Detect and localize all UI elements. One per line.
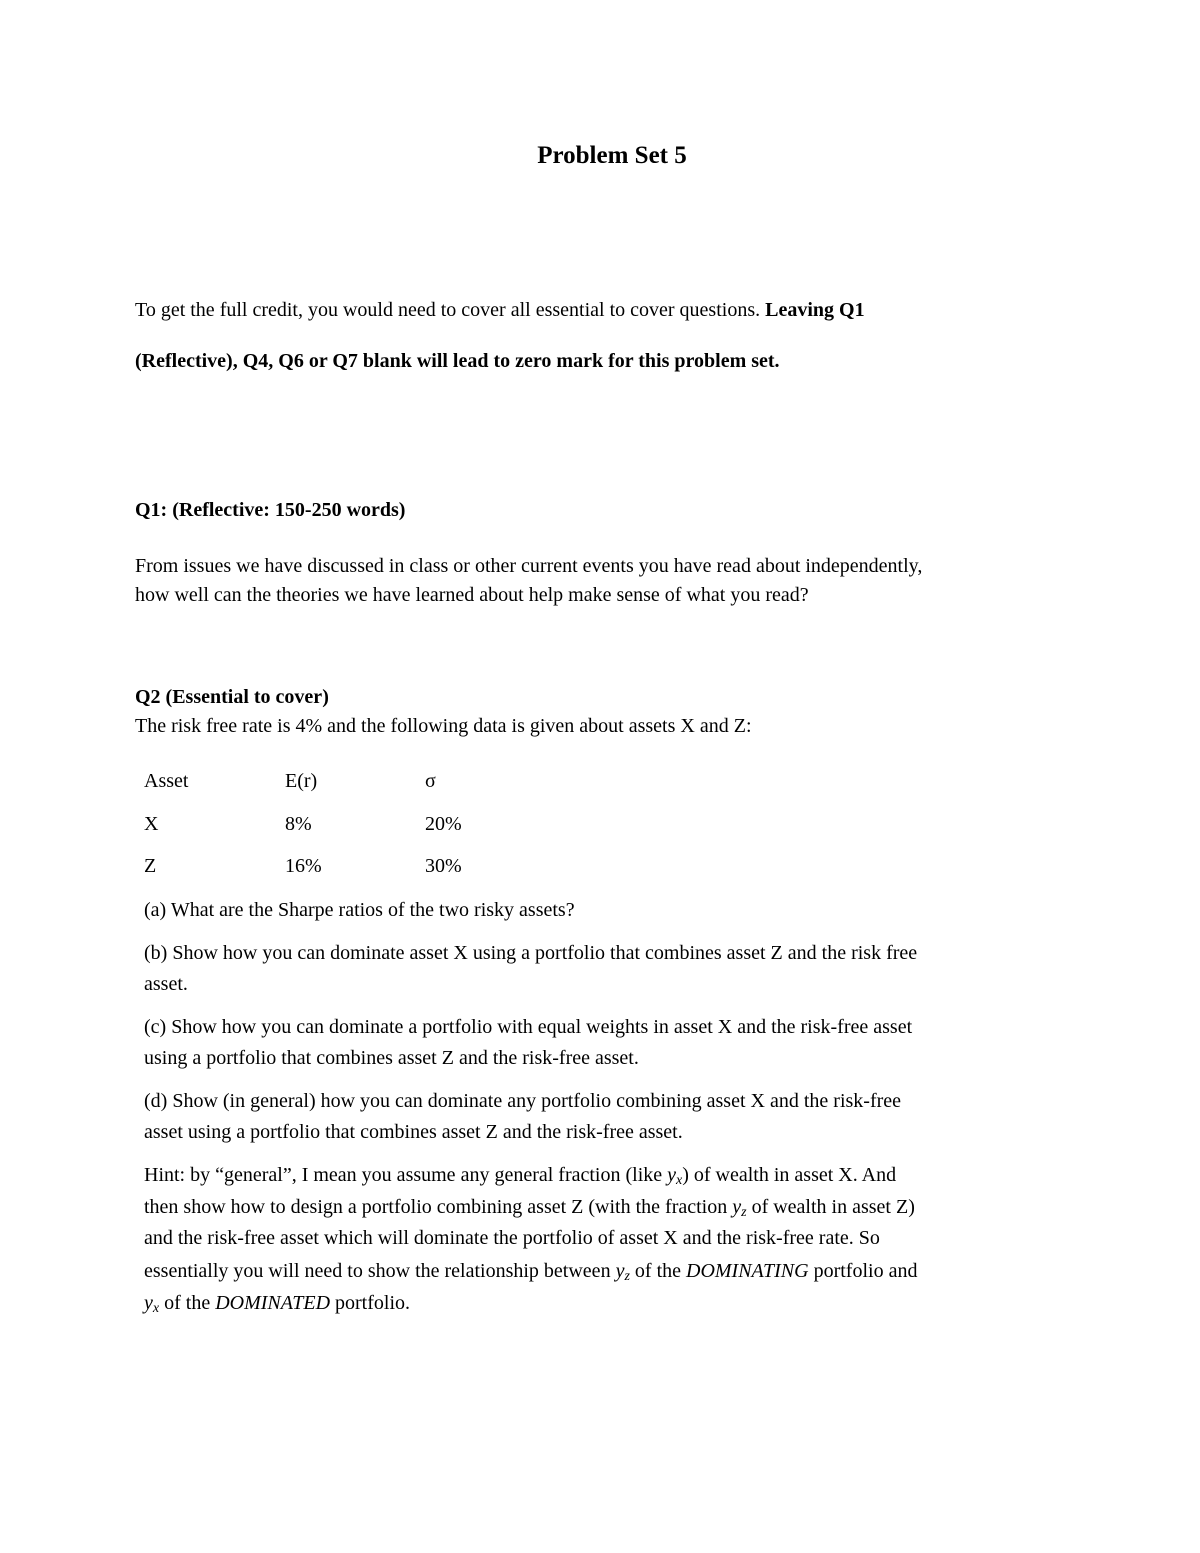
intro-text: To get the full credit, you would need to cover all essential to cover questions. (135, 299, 766, 321)
hint-text: essentially you will need to show the relationship between (144, 1260, 616, 1282)
table-header-sigma: σ (425, 770, 436, 792)
table-cell-z-sigma: 30% (425, 855, 462, 877)
q1-heading: Q1: (Reflective: 150-250 words) (135, 499, 406, 521)
hint-text: then show how to design a portfolio combining asset Z (with the fraction (144, 1196, 733, 1218)
page-title: Problem Set 5 (537, 142, 687, 169)
math-var: y (615, 1260, 625, 1282)
q1-text-line-1: From issues we have discussed in class or other current events you have read about independently, (135, 555, 923, 577)
hint-line-4 (144, 1258, 917, 1290)
math-y-z (732, 1196, 746, 1218)
table-cell-x-asset: X (144, 813, 159, 835)
math-subscript: z (741, 1205, 747, 1220)
hint-line-2 (144, 1194, 915, 1226)
table-cell-x-return: 8% (285, 813, 312, 835)
table-header-return: E(r) (285, 770, 318, 792)
table-cell-z-asset: Z (144, 855, 157, 877)
math-subscript: x (152, 1301, 160, 1316)
hint-emphasis: DOMINATED (215, 1292, 331, 1314)
intro-line-1 (135, 297, 865, 323)
hint-line-1 (144, 1162, 896, 1194)
intro-bold-text: Leaving Q1 (765, 299, 865, 321)
math-var: y (667, 1164, 677, 1186)
intro-line-2: (Reflective), Q4, Q6 or Q7 blank will lead to zero mark for this problem set. (135, 350, 780, 372)
hint-emphasis: DOMINATING (686, 1260, 809, 1282)
q2-part-c-line-1: (c) Show how you can dominate a portfolio with equal weights in asset X and the risk-free asset (144, 1016, 913, 1038)
q2-part-b-line-1: (b) Show how you can dominate asset X using a portfolio that combines asset Z and the risk free (144, 942, 918, 964)
math-y-z (616, 1260, 630, 1282)
q2-part-b-line-2: asset. (144, 973, 188, 995)
math-y-x (144, 1292, 159, 1314)
math-y-x (667, 1164, 682, 1186)
hint-line-3: and the risk-free asset which will dominate the portfolio of asset X and the risk-free rate. So (144, 1227, 880, 1249)
hint-text: ) of wealth in asset X. And (682, 1164, 897, 1186)
table-cell-x-sigma: 20% (425, 813, 462, 835)
q2-heading: Q2 (Essential to cover) (135, 686, 329, 708)
q2-part-a: (a) What are the Sharpe ratios of the two risky assets? (144, 899, 575, 921)
hint-text: of the (159, 1292, 216, 1314)
math-subscript: x (676, 1173, 683, 1188)
q2-intro: The risk free rate is 4% and the following data is given about assets X and Z: (135, 715, 752, 737)
table-cell-z-return: 16% (285, 855, 322, 877)
q1-text-line-2: how well can the theories we have learned about help make sense of what you read? (135, 584, 809, 606)
table-header-asset: Asset (144, 770, 189, 792)
math-var: y (732, 1196, 742, 1218)
q2-part-d-line-1: (d) Show (in general) how you can dominate any portfolio combining asset X and the risk-free (144, 1090, 902, 1112)
math-var: y (144, 1292, 153, 1314)
hint-line-5 (144, 1290, 410, 1322)
hint-text: portfolio and (808, 1260, 918, 1282)
hint-text: of the (629, 1260, 686, 1282)
hint-text: Hint: by “general”, I mean you assume any general fraction (like (144, 1164, 668, 1186)
q2-part-d-line-2: asset using a portfolio that combines asset Z and the risk-free asset. (144, 1121, 683, 1143)
hint-text: portfolio. (330, 1292, 411, 1314)
q2-part-c-line-2: using a portfolio that combines asset Z and the risk-free asset. (144, 1047, 639, 1069)
math-subscript: z (624, 1269, 630, 1284)
hint-text: of wealth in asset Z) (746, 1196, 915, 1218)
